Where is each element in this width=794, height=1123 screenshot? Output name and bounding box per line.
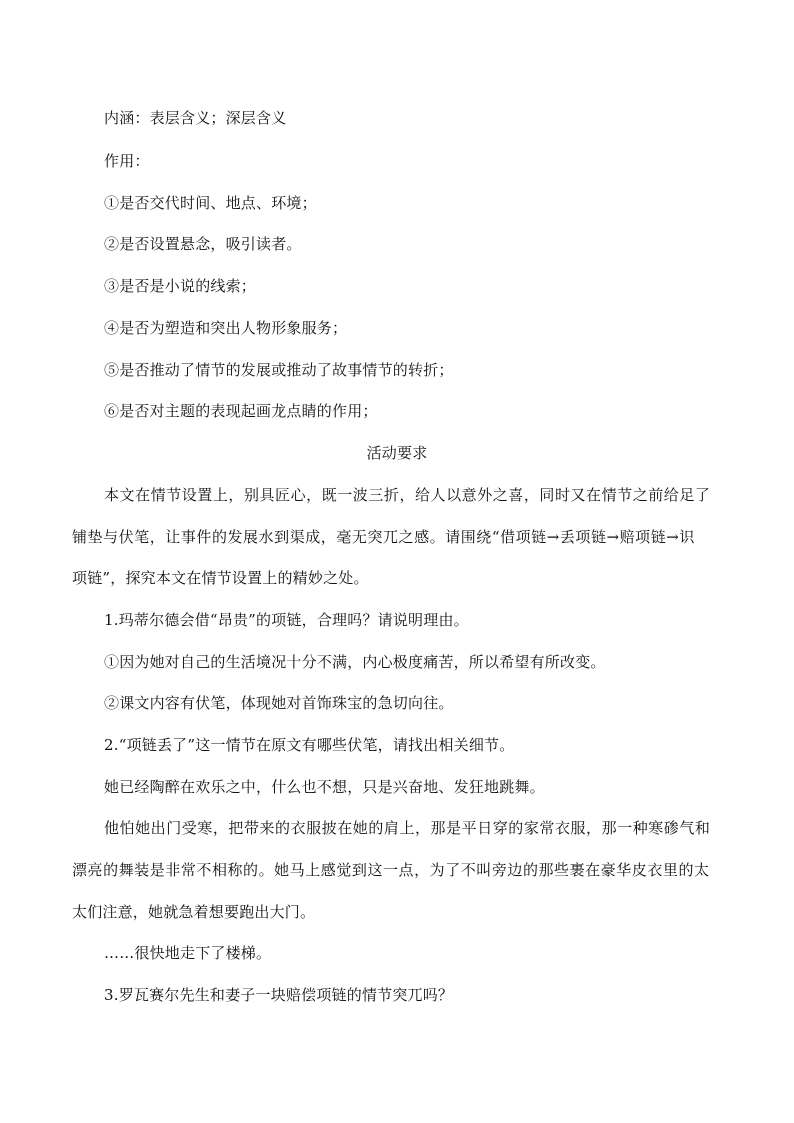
text-line-item-3: ③是否是小说的线索； — [104, 277, 257, 295]
answer-2-excerpt-1: 她已经陶醉在欢乐之中，什么也不想，只是兴奋地、发狂地跳舞。 — [104, 778, 545, 796]
answer-1-point-2: ②课文内容有伏笔，体现她对首饰珠宝的急切向往。 — [104, 694, 454, 712]
paragraph-intro-line-2: 铺垫与伏笔，让事件的发展水到渠成，毫无突兀之感。请围绕“借项链→丢项链→赔项链→识 — [72, 528, 695, 546]
text-line-connotation: 内涵：表层含义；深层含义 — [104, 109, 287, 127]
paragraph-intro-line-3: 项链”，探究本文在情节设置上的精妙之处。 — [72, 569, 369, 587]
question-1: 1.玛蒂尔德会借“昂贵”的项链，合理吗？请说明理由。 — [104, 611, 469, 629]
text-line-item-6: ⑥是否对主题的表现起画龙点睛的作用； — [104, 402, 378, 420]
paragraph-intro-line-1: 本文在情节设置上，别具匠心，既一波三折，给人以意外之喜，同时又在情节之前给足了 — [104, 486, 711, 504]
answer-2-excerpt-2-line-2: 漂亮的舞装是非常不相称的。她马上感觉到这一点，为了不叫旁边的那些裹在豪华皮衣里的太 — [72, 861, 710, 879]
section-heading: 活动要求 — [366, 444, 428, 462]
answer-2-excerpt-2-line-1: 他怕她出门受寒，把带来的衣服披在她的肩上，那是平日穿的家常衣服，那一种寒碜气和 — [104, 819, 711, 837]
answer-2-excerpt-2-line-3: 太们注意，她就急着想要跑出大门。 — [72, 903, 316, 921]
text-line-item-4: ④是否为塑造和突出人物形象服务； — [104, 319, 348, 337]
question-2: 2.“项链丢了”这一情节在原文有哪些伏笔，请找出相关细节。 — [104, 736, 515, 754]
text-line-item-5: ⑤是否推动了情节的发展或推动了故事情节的转折； — [104, 361, 454, 379]
question-3: 3.罗瓦赛尔先生和妻子一块赔偿项链的情节突兀吗？ — [104, 986, 454, 1004]
text-line-item-1: ①是否交代时间、地点、环境； — [104, 194, 317, 212]
answer-2-excerpt-3: ……很快地走下了楼梯。 — [104, 944, 272, 962]
answer-1-point-1: ①因为她对自己的生活境况十分不满，内心极度痛苦，所以希望有所改变。 — [104, 653, 606, 671]
text-line-function: 作用： — [104, 152, 150, 170]
text-line-item-2: ②是否设置悬念，吸引读者。 — [104, 235, 302, 253]
